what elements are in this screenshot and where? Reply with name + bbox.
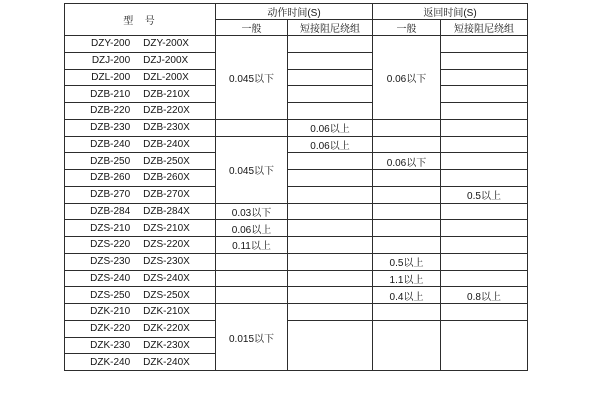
model-number: DZB-240X [143,138,190,150]
empty-value-cell [288,186,373,203]
table-row [65,186,528,203]
model-number: DZK-210X [143,306,190,318]
table-row [65,304,528,321]
model-cell [65,119,216,136]
model-number: DZY-200 [91,38,131,50]
model-cell [65,320,216,337]
model-pair [65,89,215,100]
model-number: DZJ-200 [91,55,131,67]
column-header-action-general: 一般 [216,20,288,36]
table-row [65,253,528,270]
model-number: DZB-230 [90,122,131,134]
empty-value-cell [373,170,441,187]
model-pair [65,55,215,66]
empty-value-cell [441,320,528,370]
model-number: DZS-230 [90,256,131,268]
model-number: DZS-210 [90,222,131,234]
model-number: DZK-230X [143,339,190,351]
empty-value-cell [288,237,373,254]
table-row [65,287,528,304]
empty-value-cell [373,203,441,220]
empty-value-cell [441,86,528,103]
table-row [65,69,528,86]
model-number: DZJ-200X [143,55,189,67]
empty-value-cell [216,253,288,270]
model-number: DZK-240X [143,356,190,368]
model-number: DZS-220 [90,239,131,251]
time-value-cell: 0.045以下 [216,36,288,120]
model-number: DZS-240X [143,272,190,284]
empty-value-cell [441,220,528,237]
table-row [65,270,528,287]
model-pair [65,122,215,133]
model-pair [65,290,215,301]
model-pair [65,357,215,368]
model-cell [65,220,216,237]
model-pair [65,223,215,234]
model-pair [65,239,215,250]
empty-value-cell [288,69,373,86]
model-number: DZB-284 [90,205,131,217]
time-value-cell: 0.045以下 [216,136,288,203]
empty-value-cell [288,287,373,304]
model-number: DZB-220 [90,105,131,117]
model-pair [65,139,215,150]
empty-value-cell [288,86,373,103]
empty-value-cell [288,203,373,220]
model-cell [65,86,216,103]
model-pair [65,72,215,83]
empty-value-cell [441,136,528,153]
model-pair [65,256,215,267]
model-pair [65,189,215,200]
header-row-groups [65,4,528,20]
column-header-model: 型 号 [65,4,216,36]
empty-value-cell [288,270,373,287]
empty-value-cell [441,36,528,53]
model-number: DZB-220X [143,105,190,117]
time-value-cell: 0.06以上 [288,119,373,136]
model-pair [65,340,215,351]
relay-spec-table [64,3,528,371]
model-number: DZB-260X [143,172,190,184]
model-cell [65,69,216,86]
table-row [65,36,528,53]
model-cell [65,270,216,287]
model-cell [65,170,216,187]
table-row [65,237,528,254]
empty-value-cell [441,237,528,254]
time-value-cell: 0.06以上 [288,136,373,153]
relay-spec-table-container [64,3,528,371]
model-cell [65,103,216,120]
empty-value-cell [288,220,373,237]
model-number: DZK-220X [143,323,190,335]
empty-value-cell [288,304,373,321]
model-pair [65,323,215,334]
column-header-return-general: 一般 [373,20,441,36]
model-pair [65,172,215,183]
column-header-return-damping-winding: 短接阻尼绕组 [441,20,528,36]
column-group-action-time: 动作时间(S) [216,4,373,20]
empty-value-cell [288,103,373,120]
model-number: DZB-210 [90,88,131,100]
table-row [65,103,528,120]
empty-value-cell [288,253,373,270]
time-value-cell: 0.5以上 [441,186,528,203]
model-number: DZK-240 [90,356,131,368]
empty-value-cell [216,270,288,287]
empty-value-cell [441,170,528,187]
table-row [65,203,528,220]
model-number: DZL-200 [91,71,131,83]
time-value-cell: 0.06以上 [216,220,288,237]
time-value-cell: 0.03以下 [216,203,288,220]
model-pair [65,273,215,284]
model-number: DZS-210X [143,222,190,234]
time-value-cell: 0.06以下 [373,153,441,170]
model-pair [65,306,215,317]
model-number: DZY-200X [143,38,189,50]
time-value-cell: 0.11以上 [216,237,288,254]
model-cell [65,304,216,321]
model-number: DZL-200X [143,71,189,83]
column-header-action-damping-winding: 短接阻尼绕组 [288,20,373,36]
time-value-cell: 0.5以上 [373,253,441,270]
model-number: DZB-270X [143,189,190,201]
model-number: DZS-220X [143,239,190,251]
empty-value-cell [441,253,528,270]
model-cell [65,36,216,53]
table-body [65,36,528,371]
model-cell [65,186,216,203]
empty-value-cell [441,119,528,136]
model-number: DZB-260 [90,172,131,184]
column-group-return-time: 返回时间(S) [373,4,528,20]
model-cell [65,203,216,220]
table-row [65,170,528,187]
time-value-cell: 0.4以上 [373,287,441,304]
empty-value-cell [441,69,528,86]
model-pair [65,156,215,167]
model-cell [65,52,216,69]
table-row [65,86,528,103]
model-pair [65,105,215,116]
model-number: DZB-230X [143,122,190,134]
time-value-cell: 0.015以下 [216,304,288,371]
model-cell [65,253,216,270]
empty-value-cell [373,186,441,203]
model-number: DZS-250X [143,289,190,301]
empty-value-cell [288,52,373,69]
table-row [65,52,528,69]
model-number: DZS-250 [90,289,131,301]
empty-value-cell [373,220,441,237]
model-number: DZB-210X [143,88,190,100]
empty-value-cell [373,320,441,370]
time-value-cell: 0.8以上 [441,287,528,304]
empty-value-cell [373,304,441,321]
empty-value-cell [373,119,441,136]
table-row [65,136,528,153]
model-number: DZB-250 [90,155,131,167]
table-row [65,119,528,136]
table-row [65,220,528,237]
model-number: DZB-270 [90,189,131,201]
model-cell [65,237,216,254]
model-cell [65,287,216,304]
empty-value-cell [441,153,528,170]
time-value-cell: 1.1以上 [373,270,441,287]
model-number: DZK-230 [90,339,131,351]
model-number: DZS-230X [143,256,190,268]
model-number: DZB-240 [90,138,131,150]
model-cell [65,153,216,170]
empty-value-cell [288,320,373,370]
empty-value-cell [441,270,528,287]
empty-value-cell [441,203,528,220]
model-number: DZS-240 [90,272,131,284]
empty-value-cell [288,153,373,170]
empty-value-cell [288,36,373,53]
empty-value-cell [441,304,528,321]
model-cell [65,136,216,153]
model-number: DZK-220 [90,323,131,335]
empty-value-cell [216,287,288,304]
table-row [65,320,528,337]
empty-value-cell [288,170,373,187]
empty-value-cell [373,237,441,254]
model-pair [65,206,215,217]
model-pair [65,38,215,49]
model-cell [65,354,216,371]
model-cell [65,337,216,354]
empty-value-cell [216,119,288,136]
table-row [65,153,528,170]
time-value-cell: 0.06以下 [373,36,441,120]
model-number: DZB-250X [143,155,190,167]
model-number: DZK-210 [90,306,131,318]
table-header [65,4,528,36]
empty-value-cell [441,52,528,69]
empty-value-cell [441,103,528,120]
empty-value-cell [373,136,441,153]
model-number: DZB-284X [143,205,190,217]
